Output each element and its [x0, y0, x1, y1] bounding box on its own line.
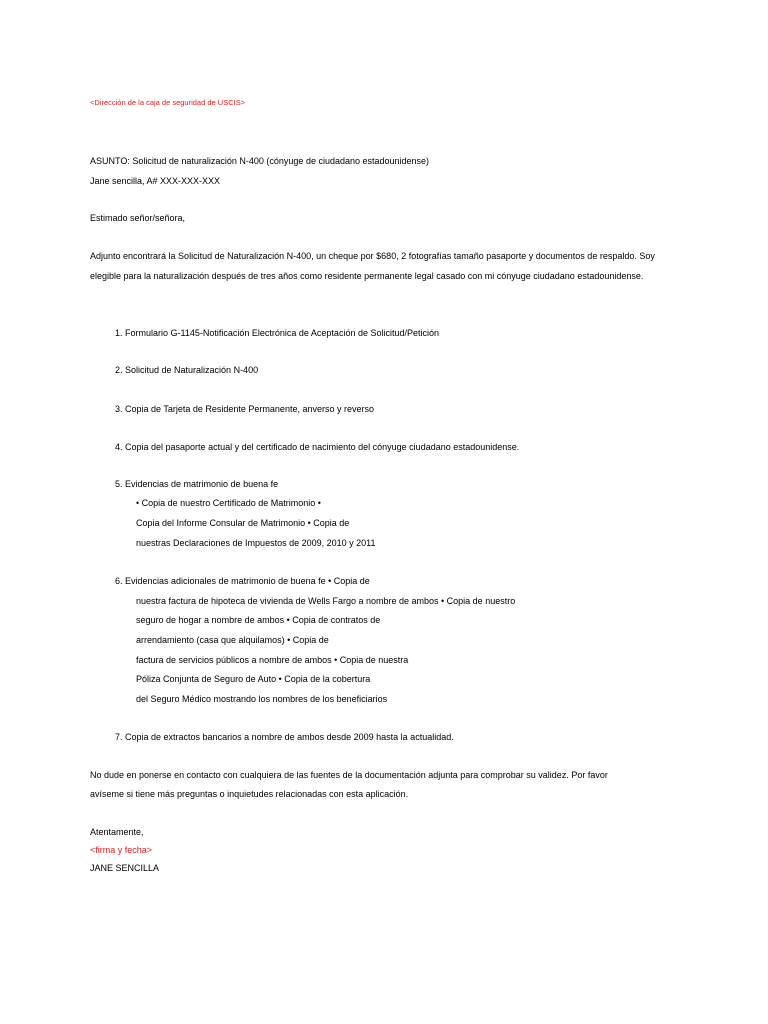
valediction: Atentamente, [90, 827, 144, 837]
list-subitem: Póliza Conjunta de Seguro de Auto • Copia de la cobertura [136, 674, 371, 684]
salutation: Estimado señor/señora, [90, 213, 186, 223]
signature-placeholder: <firma y fecha> [90, 845, 153, 855]
uscis-address-placeholder: <Dirección de la caja de seguridad de USCIS> [90, 98, 246, 107]
list-subitem: Copia del Informe Consular de Matrimonio • Copia de [136, 518, 350, 528]
list-subitem: seguro de hogar a nombre de ambos • Copia de contratos de [136, 615, 381, 625]
list-subitem: nuestra factura de hipoteca de vivienda de Wells Fargo a nombre de ambos • Copia de nuestro [136, 596, 516, 606]
list-subitem: nuestras Declaraciones de Impuestos de 2009, 2010 y 2011 [136, 538, 376, 548]
signer-name: JANE SENCILLA [90, 863, 160, 873]
intro-line: Adjunto encontrará la Solicitud de Naturalización N-400, un cheque por $680, 2 fotografías tamaño pasaporte y documentos de respaldo. Soy [90, 251, 655, 261]
list-item: 7. Copia de extractos bancarios a nombre de ambos desde 2009 hasta la actualidad. [115, 732, 454, 742]
list-item: 2. Solicitud de Naturalización N-400 [115, 365, 259, 375]
applicant-line: Jane sencilla, A# XXX-XXX-XXX [90, 176, 221, 186]
list-subitem: del Seguro Médico mostrando los nombres de los beneficiarios [136, 694, 388, 704]
list-item: 4. Copia del pasaporte actual y del certificado de nacimiento del cónyuge ciudadano estadounidense. [115, 442, 520, 452]
list-subitem: arrendamiento (casa que alquilamos) • Copia de [136, 635, 329, 645]
closing-line: No dude en ponerse en contacto con cualquiera de las fuentes de la documentación adjunta para comprobar su validez. Por favor [90, 770, 608, 780]
list-item: 1. Formulario G-1145-Notificación Electrónica de Aceptación de Solicitud/Petición [115, 328, 439, 338]
list-item: 3. Copia de Tarjeta de Residente Permanente, anverso y reverso [115, 404, 374, 414]
closing-line: avíseme si tiene más preguntas o inquietudes relacionadas con esta aplicación. [90, 789, 409, 799]
list-subitem: • Copia de nuestro Certificado de Matrimonio • [136, 498, 321, 508]
subject-line: ASUNTO: Solicitud de naturalización N-400 (cónyuge de ciudadano estadounidense) [90, 156, 430, 166]
intro-line: elegible para la naturalización después de tres años como residente permanente legal casado con mi cónyuge ciudadano estadounidense. [90, 271, 644, 281]
list-item: 6. Evidencias adicionales de matrimonio de buena fe • Copia de [115, 576, 370, 586]
list-item: 5. Evidencias de matrimonio de buena fe [115, 479, 279, 489]
list-subitem: factura de servicios públicos a nombre de ambos • Copia de nuestra [136, 655, 409, 665]
